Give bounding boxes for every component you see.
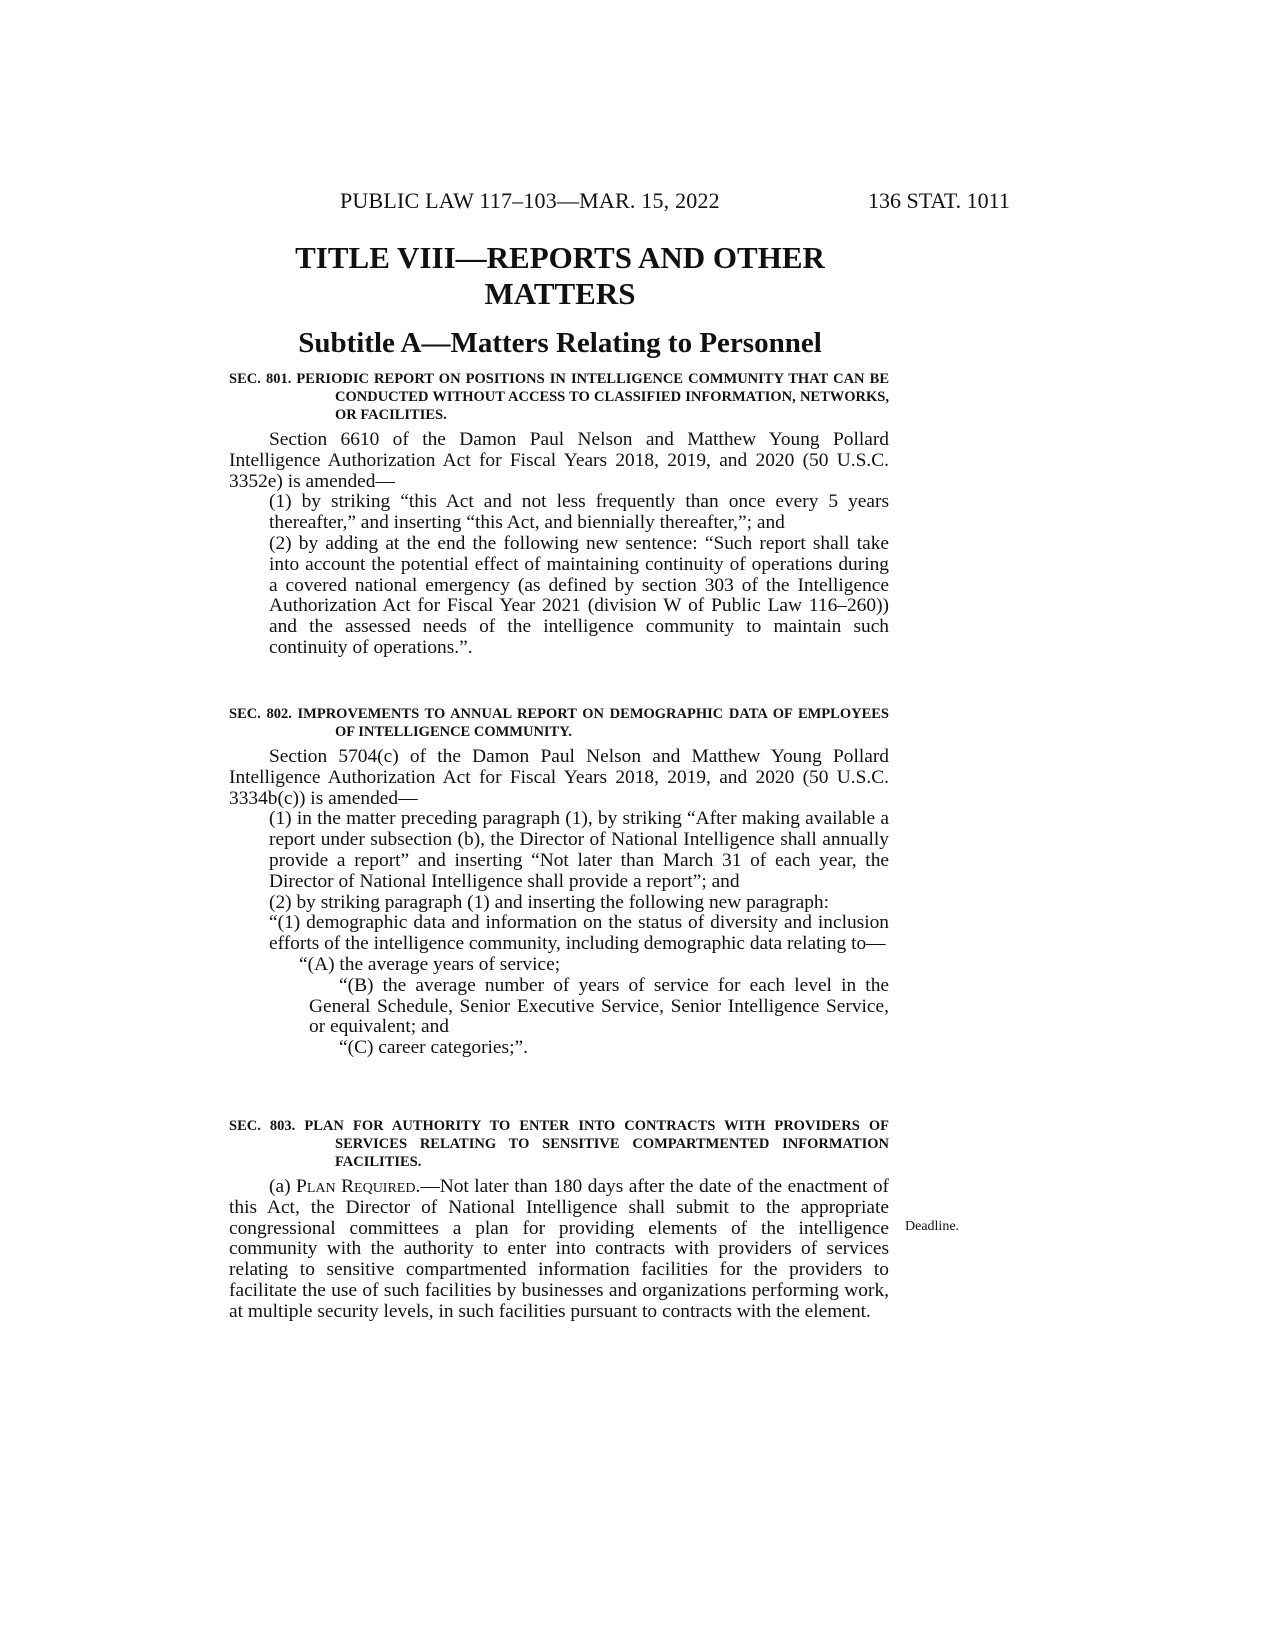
title-heading	[220, 240, 900, 312]
section-801-para-2	[229, 534, 889, 659]
section-803	[229, 1117, 889, 1323]
section-803-para-a-caption: Plan Required	[296, 1176, 416, 1197]
section-803-heading: SEC. 803. PLAN FOR AUTHORITY TO ENTER INTO CONTRACTS WITH PROVIDERS OF SERVICES RELATING TO SENSITIVE COMPARTMENTED INFORMATION FACILITIES.	[229, 1118, 889, 1170]
section-802-intro: Section 5704(c) of the Damon Paul Nelson and Matthew Young Pollard Intelligence Authorization Act for Fiscal Years 2018, 2019, and 2020 (50 U.S.C. 3334b(c)) is amended—	[229, 746, 889, 809]
section-802-sub-b: “(B) the average number of years of service for each level in the General Schedule, Senior Executive Service, Senior Intelligence Service, or equivalent; and	[309, 974, 889, 1038]
title-line-2: MATTERS	[484, 276, 636, 311]
section-803-para-a-label: (a)	[269, 1176, 297, 1197]
margin-note-deadline: Deadline.	[905, 1219, 960, 1234]
section-801-para-1	[229, 492, 889, 534]
section-801-para-1-text: (1) by striking “this Act and not less frequently than once every 5 years thereafter,” and inserting “this Act, and biennially thereafter,”; and	[269, 491, 889, 534]
section-801	[229, 370, 889, 659]
section-802-heading: SEC. 802. IMPROVEMENTS TO ANNUAL REPORT ON DEMOGRAPHIC DATA OF EMPLOYEES OF INTELLIGENCE COMMUNITY.	[229, 706, 889, 740]
section-803-para-a	[229, 1177, 889, 1323]
section-801-heading: SEC. 801. PERIODIC REPORT ON POSITIONS IN INTELLIGENCE COMMUNITY THAT CAN BE CONDUCTED WITHOUT ACCESS TO CLASSIFIED INFORMATION, NETWORKS, OR FACILITIES.	[229, 371, 889, 423]
section-802-para-1: (1) in the matter preceding paragraph (1), by striking “After making available a report under subsection (b), the Director of National Intelligence shall annually provide a report” and inserting “Not later than March 31 of each year, the Director of National Intelligence shall provide a report”; and	[269, 808, 889, 892]
section-801-para-2-text: (2) by adding at the end the following new sentence: “Such report shall take into account the potential effect of maintaining continuity of operations during a covered national emergency (as defined by section 303 of the Intelligence Authorization Act for Fiscal Year 2021 (division W of Public Law 116–260)) and the assessed needs of the intelligence community to maintain such continuity of operations.”.	[269, 532, 889, 658]
section-802-sub-a: “(A) the average years of service;	[299, 953, 561, 975]
page-reference: 136 STAT. 1011	[868, 188, 1010, 213]
title-line-1: TITLE VIII—REPORTS AND OTHER	[295, 240, 825, 275]
section-802-para-2: (2) by striking paragraph (1) and inserting the following new paragraph:	[269, 891, 830, 913]
section-803-para-a-text: .—Not later than 180 days after the date of the enactment of this Act, the Director of National Intelligence shall submit to the appropriate congressional committees a plan for providing elements of the intelligence community with the authority to enter into contracts with providers of services relating to sensitive compartmented information facilities for the providers to facilitate the use of such facilities by businesses and organizations performing work, at multiple security levels, in such facilities pursuant to contracts with the element.	[229, 1176, 889, 1322]
running-head: PUBLIC LAW 117–103—MAR. 15, 2022	[340, 188, 720, 213]
section-801-intro: Section 6610 of the Damon Paul Nelson and Matthew Young Pollard Intelligence Authorization Act for Fiscal Years 2018, 2019, and 2020 (50 U.S.C. 3352e) is amended—	[229, 429, 889, 492]
section-802	[229, 705, 889, 1059]
section-802-quoted-para-1: “(1) demographic data and information on the status of diversity and inclusion efforts of the intelligence community, including demographic data relating to—	[269, 912, 889, 955]
section-802-sub-c: “(C) career categories;”.	[339, 1037, 528, 1059]
subtitle-heading: Subtitle A—Matters Relating to Personnel	[298, 327, 822, 359]
